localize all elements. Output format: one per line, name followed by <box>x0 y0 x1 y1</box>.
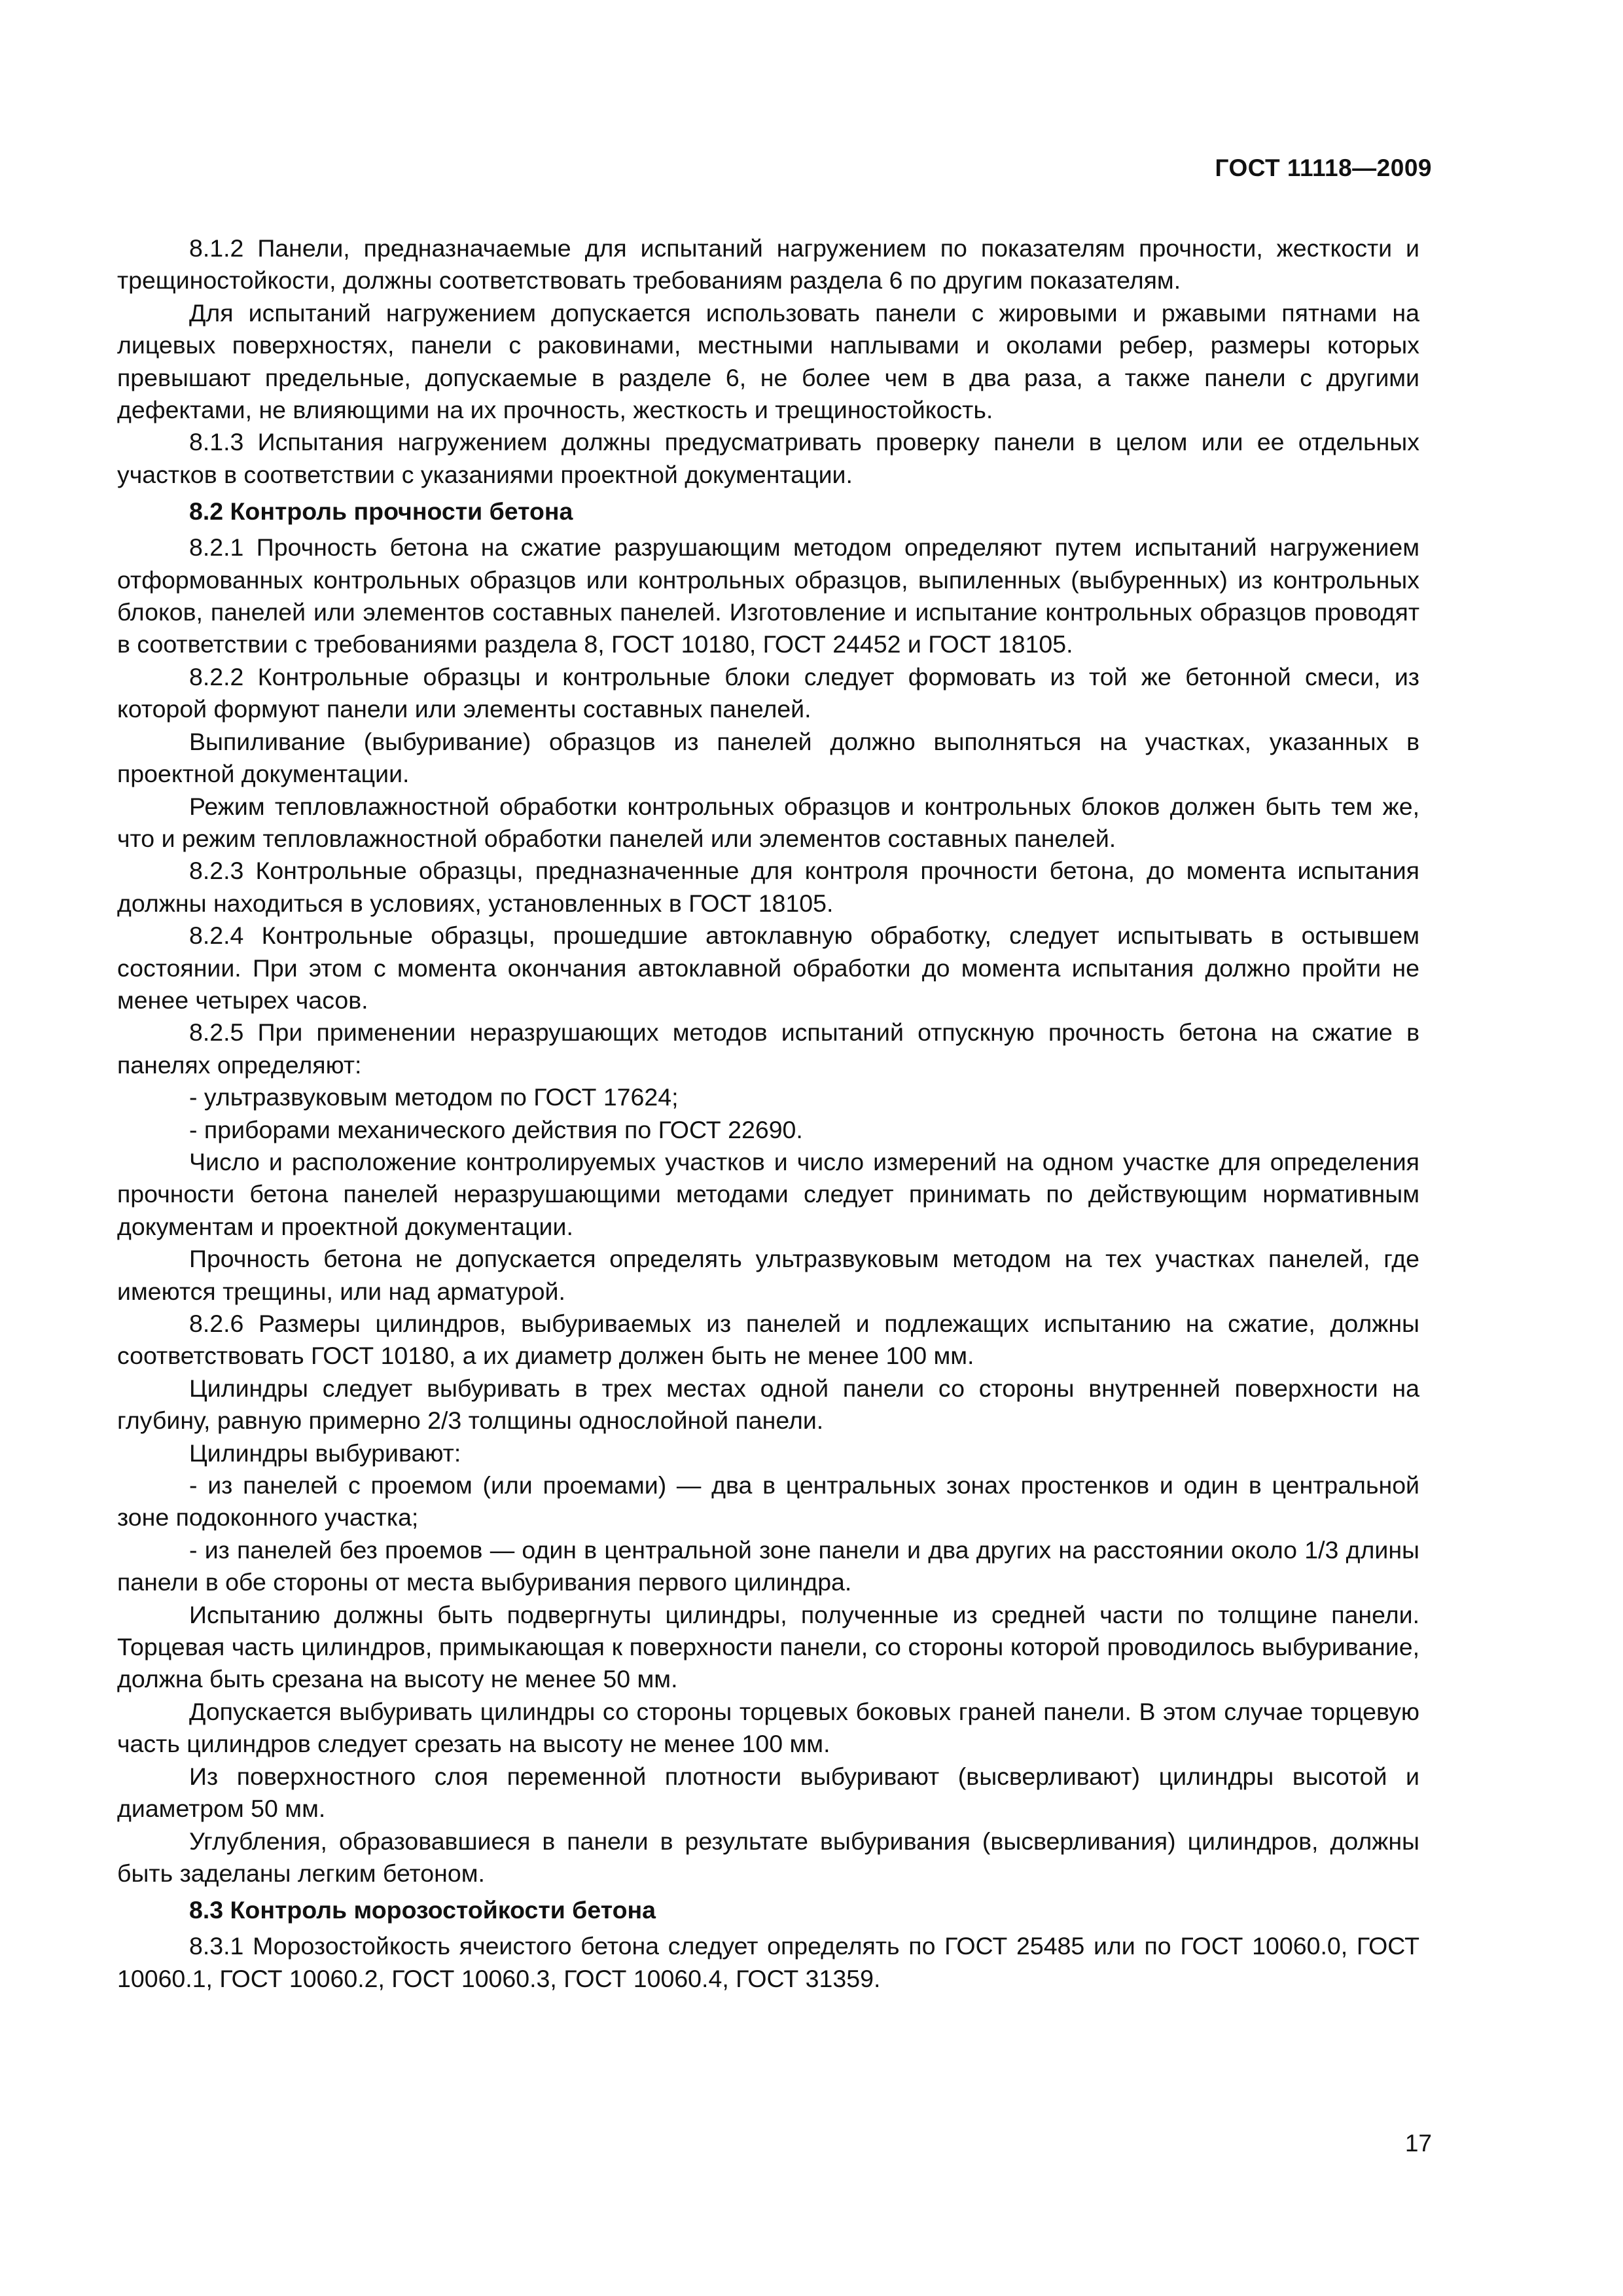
paragraph: 8.2.6 Размеры цилиндров, выбуриваемых из панелей и подлежащих испытанию на сжатие, должны соответствовать ГОСТ 10180, а их диаметр должен быть не менее 100 мм. <box>117 1310 1419 1370</box>
paragraph: Для испытаний нагружением допускается использовать панели с жировыми и ржавыми пятнами на лицевых поверхностях, панели с раковинами, местными наплывами и околами ребер, размеры которых превышают предельные, допускаемые в разделе 6, не более чем в два раза, а также панели с другими дефектами, не влияющими на их прочность, жесткость и трещиностойкость. <box>117 298 1419 424</box>
paragraph: Выпиливание (выбуривание) образцов из панелей должно выполняться на участках, указанных в проектной документации. <box>117 727 1419 788</box>
paragraph: 8.3.1 Морозостойкость ячеистого бетона следует определять по ГОСТ 25485 или по ГОСТ 10060.0, ГОСТ 10060.1, ГОСТ 10060.2, ГОСТ 10060.3, ГОСТ 10060.4, ГОСТ 31359. <box>117 1932 1419 1992</box>
document-standard-number: ГОСТ 11118—2009 <box>1215 154 1432 181</box>
paragraph: Углубления, образовавшиеся в панели в результате выбуривания (высверливания) цилиндров, должны быть заделаны легким бетоном. <box>117 1827 1419 1887</box>
paragraph: Число и расположение контролируемых участков и число измерений на одном участке для определения прочности бетона панелей неразрушающими методами следует принимать по действующим нормативным документам и проектной документации. <box>117 1147 1419 1240</box>
paragraph: Цилиндры выбуривают: <box>189 1439 461 1467</box>
paragraph: 8.2.5 При применении неразрушающих методов испытаний отпускную прочность бетона на сжатие в панелях определяют: <box>117 1018 1419 1079</box>
paragraph: 8.2.4 Контрольные образцы, прошедшие автоклавную обработку, следует испытывать в остывшем состоянии. При этом с момента окончания автоклавной обработки до момента испытания должно пройти не менее четырех часов. <box>117 922 1419 1014</box>
paragraph: 8.2.1 Прочность бетона на сжатие разрушающим методом определяют путем испытаний нагружением отформованных контрольных образцов или контрольных образцов, выпиленных (выбуренных) из контрольных блоков, панелей или элементов составных панелей. Изготовление и испытание контрольных образцов проводят в соответствии с требованиями раздела 8, ГОСТ 10180, ГОСТ 24452 и ГОСТ 18105. <box>117 533 1419 658</box>
list-item: - из панелей с проемом (или проемами) — два в центральных зонах простенков и один в центральной зоне подоконного участка; <box>117 1471 1419 1532</box>
document-body <box>117 232 1419 1995</box>
paragraph: 8.2.2 Контрольные образцы и контрольные блоки следует формовать из той же бетонной смеси, из которой формуют панели или элементы составных панелей. <box>117 662 1419 723</box>
paragraph: Испытанию должны быть подвергнуты цилиндры, полученные из средней части по толщине панели. Торцевая часть цилиндров, примыкающая к поверхности панели, со стороны которой проводилось выбуривание, должна быть срезана на высоту не менее 50 мм. <box>117 1600 1419 1693</box>
paragraph: Из поверхностного слоя переменной плотности выбуривают (высверливают) цилиндры высотой и диаметром 50 мм. <box>117 1762 1419 1823</box>
list-item: - из панелей без проемов — один в центральной зоне панели и два других на расстоянии около 1/3 длины панели в обе стороны от места выбуривания первого цилиндра. <box>117 1535 1419 1596</box>
paragraph: Допускается выбуривать цилиндры со стороны торцевых боковых граней панели. В этом случае торцевую часть цилиндров следует срезать на высоту не менее 100 мм. <box>117 1697 1419 1758</box>
paragraph: 8.2.3 Контрольные образцы, предназначенные для контроля прочности бетона, до момента испытания должны находиться в условиях, установленных в ГОСТ 18105. <box>117 857 1419 917</box>
paragraph: 8.1.3 Испытания нагружением должны предусматривать проверку панели в целом или ее отдельных участков в соответствии с указаниями проектной документации. <box>117 428 1419 488</box>
list-item: - приборами механического действия по ГОСТ 22690. <box>189 1115 803 1143</box>
paragraph: 8.1.2 Панели, предназначаемые для испытаний нагружением по показателям прочности, жесткости и трещиностойкости, должны соответствовать требованиям раздела 6 по другим показателям. <box>117 234 1419 295</box>
paragraph: Режим тепловлажностной обработки контрольных образцов и контрольных блоков должен быть тем же, что и режим тепловлажностной обработки панелей или элементов составных панелей. <box>117 792 1419 852</box>
paragraph: Цилиндры следует выбуривать в трех местах одной панели со стороны внутренней поверхности на глубину, равную примерно 2/3 толщины однослойной панели. <box>117 1374 1419 1435</box>
section-heading: 8.3 Контроль морозостойкости бетона <box>189 1896 656 1924</box>
paragraph: Прочность бетона не допускается определять ультразвуковым методом на тех участках панелей, где имеются трещины, или над арматурой. <box>117 1245 1419 1305</box>
section-heading: 8.2 Контроль прочности бетона <box>189 497 573 526</box>
page-number: 17 <box>1404 2130 1432 2157</box>
list-item: - ультразвуковым методом по ГОСТ 17624; <box>189 1083 679 1111</box>
